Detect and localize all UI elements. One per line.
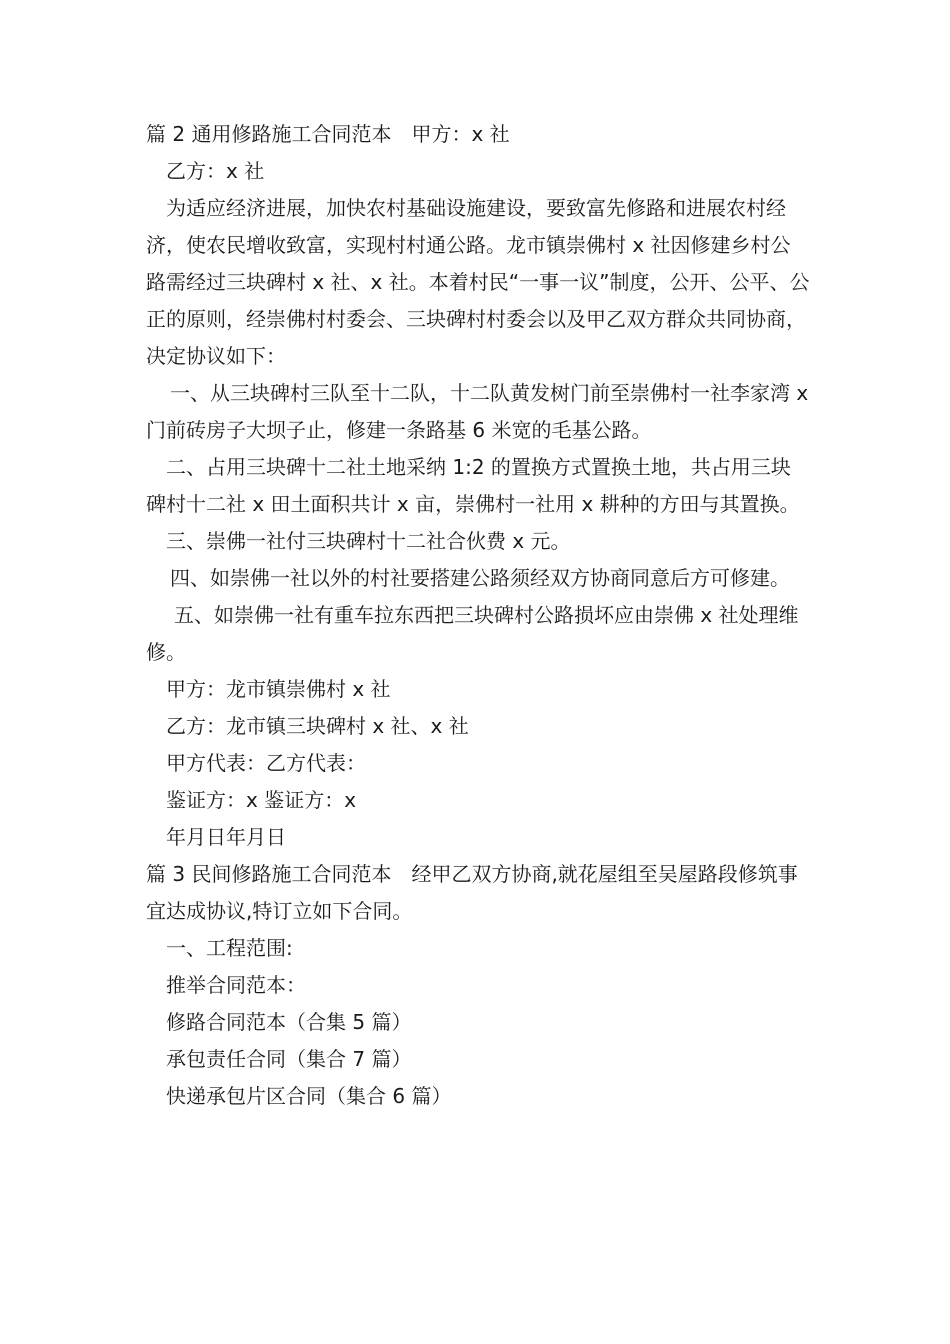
heading-section-3: 篇 3 民间修路施工合同范本 经甲乙双方协商,就花屋组至吴屋路段修筑事宜达成协议,特订立如下合同。 bbox=[146, 862, 798, 923]
recommended-link-3[interactable]: 快递承包片区合同（集合 6 篇） bbox=[166, 1084, 452, 1108]
document-body bbox=[146, 116, 815, 1115]
signature-party-b: 乙方：龙市镇三块碑村 x 社、x 社 bbox=[166, 714, 469, 738]
date-line: 年月日年月日 bbox=[166, 825, 286, 849]
recommended-link-2[interactable]: 承包责任合同（集合 7 篇） bbox=[166, 1047, 412, 1071]
clause-3: 三、崇佛一社付三块碑村十二社合伙费 x 元。 bbox=[166, 529, 571, 553]
recommended-link-1[interactable]: 修路合同范本（合集 5 篇） bbox=[166, 1010, 412, 1034]
representatives-line: 甲方代表：乙方代表： bbox=[166, 751, 366, 775]
signature-party-a: 甲方：龙市镇崇佛村 x 社 bbox=[166, 677, 391, 701]
scope-heading: 一、工程范围: bbox=[166, 936, 293, 960]
party-b-line: 乙方：x 社 bbox=[166, 159, 265, 183]
clause-1: 一、从三块碑村三队至十二队，十二队黄发树门前至崇佛村一社李家湾 x 门前砖房子大坝子止，修建一条路基 6 米宽的毛基公路。 bbox=[146, 381, 815, 442]
clause-2: 二、占用三块碑十二社土地采纳 1:2 的置换方式置换土地，共占用三块碑村十二社 x 田土面积共计 x 亩，崇佛村一社用 x 耕种的方田与其置换。 bbox=[146, 455, 800, 516]
recommended-heading: 推举合同范本： bbox=[166, 973, 306, 997]
preamble-paragraph: 为适应经济进展，加快农村基础设施建设，要致富先修路和进展农村经济，使农民增收致富，实现村村通公路。龙市镇崇佛村 x 社因修建乡村公路需经过三块碑村 x 社、x 社。本着村民“一事一议”制度，公开、公平、公正的原则，经崇佛村村委会、三块碑村村委会以及甲乙双方群众共同协商，决定协议如下： bbox=[146, 196, 810, 368]
heading-section-2: 篇 2 通用修路施工合同范本 甲方：x 社 bbox=[146, 122, 510, 146]
clause-4: 四、如崇佛一社以外的村社要搭建公路须经双方协商同意后方可修建。 bbox=[170, 566, 790, 590]
clause-5: 五、如崇佛一社有重车拉东西把三块碑村公路损坏应由崇佛 x 社处理维修。 bbox=[146, 603, 799, 664]
witness-line: 鉴证方：x 鉴证方：x bbox=[166, 788, 357, 812]
